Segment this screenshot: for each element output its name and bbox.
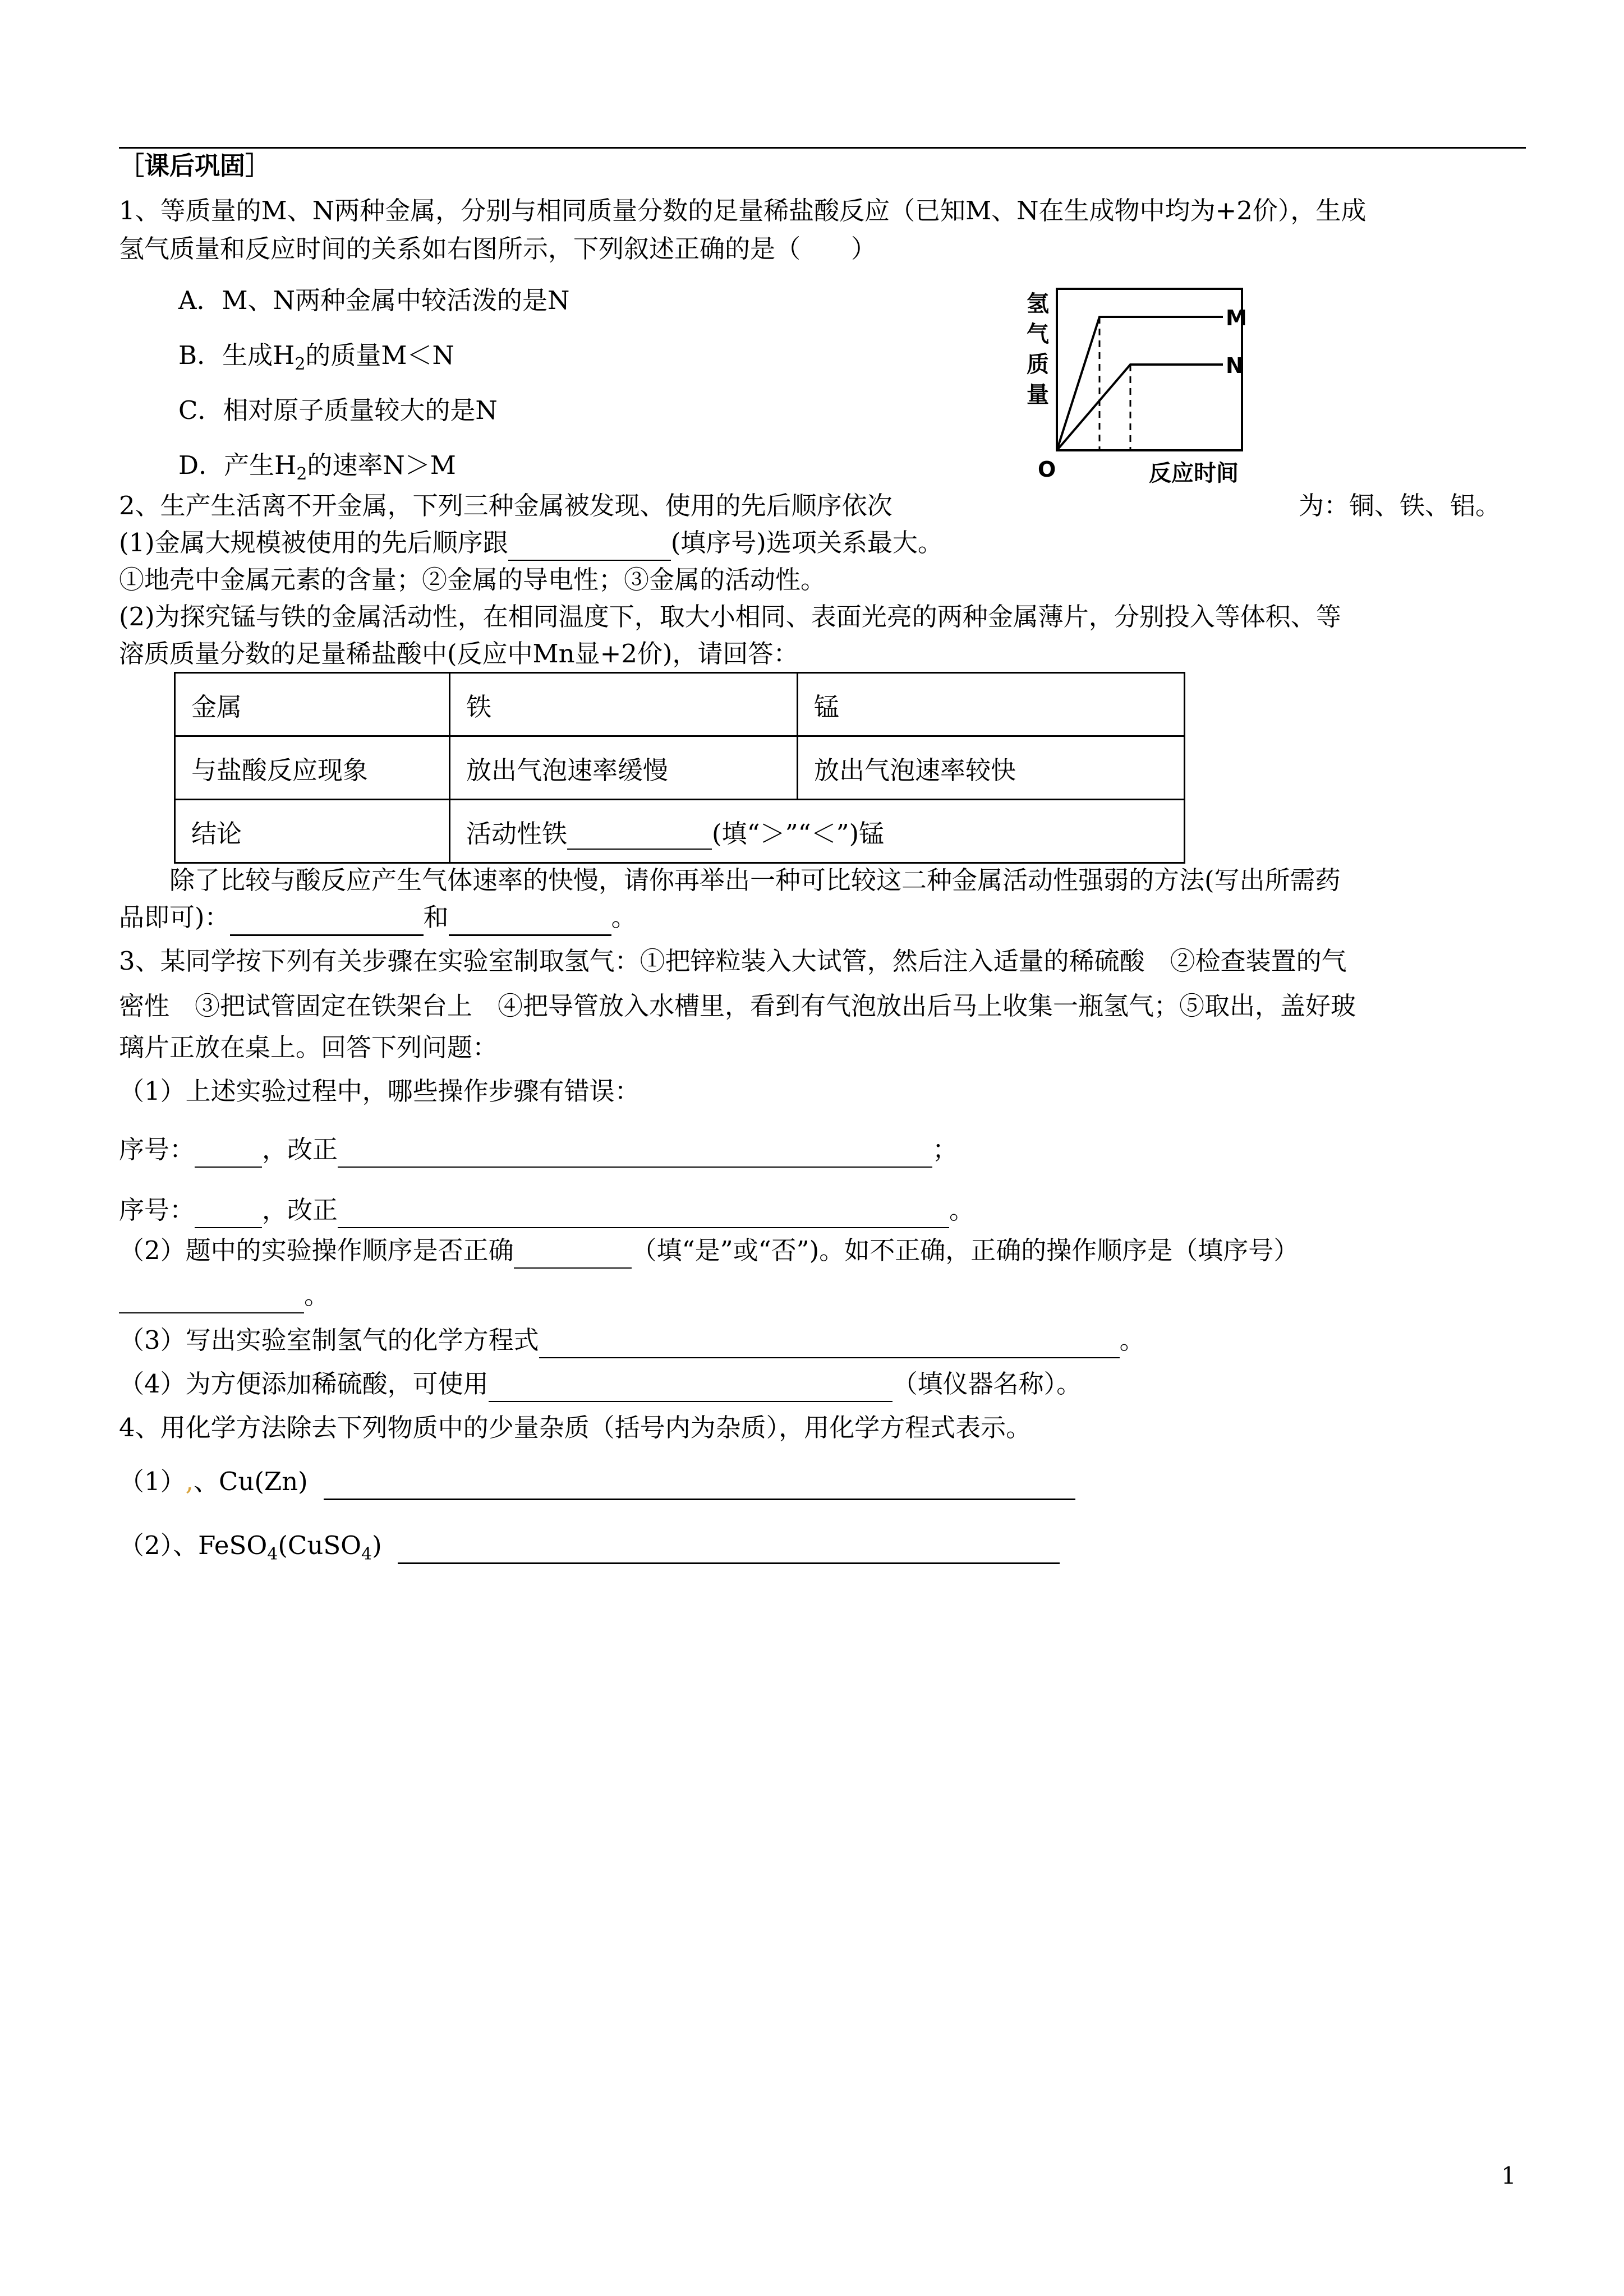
q2-sub1-options: ①地壳中金属元素的含量；②金属的导电性；③金属的活动性。 <box>119 565 826 594</box>
y-axis-char-4: 量 <box>1027 382 1049 408</box>
seq-blank-2[interactable] <box>195 1193 262 1228</box>
q4-stem: 4、用化学方法除去下列物质中的少量杂质（括号内为杂质），用化学方程式表示。 <box>119 1413 1032 1442</box>
q2-sub1: (1)金属大规模被使用的先后顺序跟 (填序号)选项关系最大。 <box>119 526 943 561</box>
q2-sub2-line1: (2)为探究锰与铁的金属活动性，在相同温度下，取大小相同、表面光亮的两种金属薄片，分别投入等体积、等 <box>119 602 1341 631</box>
x-axis-label: 反应时间 <box>1149 460 1239 486</box>
q3-stem-line2: 密性 ③把试管固定在铁架台上 ④把导管放入水槽里，看到有气泡放出后马上收集一瓶氢气；⑤取出，盖好玻 <box>119 991 1356 1021</box>
q3-fix-line1: 序号： ，改正 ； <box>119 1133 958 1168</box>
q2-stem-right: 为：铜、铁、铝。 <box>1299 491 1501 520</box>
line-n <box>1057 365 1223 450</box>
fix-blank-2[interactable] <box>338 1193 949 1228</box>
q3-part2-line1: （2）题中的实验操作顺序是否正确 （填“是”或“否”)。如不正确，正确的操作顺序是（填序号） <box>119 1234 1299 1269</box>
table-cell: 与盐酸反应现象 <box>175 736 450 800</box>
table-cell: 铁 <box>450 673 798 736</box>
y-axis-char-1: 氢 <box>1027 291 1049 317</box>
metal-comparison-table <box>174 672 1185 864</box>
q4-item2: （2）、FeSO$_4$(CuSO$_4$) <box>119 1529 1060 1564</box>
q1-option-b: B．生成$H_2$的质量M＜N <box>178 340 454 374</box>
q1-option-c: C．相对原子质量较大的是N <box>178 395 498 425</box>
table-row <box>175 673 1185 736</box>
q3-part3: （3）写出实验室制氢气的化学方程式 。 <box>119 1324 1145 1358</box>
q1-option-d: D．产生$H_2$的速率N＞M <box>178 450 456 484</box>
q2-sub1-blank[interactable] <box>508 526 671 561</box>
correct-order-blank[interactable] <box>119 1279 304 1313</box>
q2-sub2-line2: 溶质质量分数的足量稀盐酸中(反应中Mn显+2价)，请回答： <box>119 639 799 668</box>
conclusion-cell: 活动性铁 (填“＞”“＜”)锰 <box>450 800 1185 863</box>
table-cell: 放出气泡速率较快 <box>798 736 1185 800</box>
graph-frame <box>1057 289 1242 450</box>
table-cell: 结论 <box>175 800 450 863</box>
reagent-blank-1[interactable] <box>230 901 424 936</box>
fix-blank-1[interactable] <box>338 1133 932 1168</box>
label-n: N <box>1226 353 1244 378</box>
q3-stem-line3: 璃片正放在桌上。回答下列问题： <box>119 1032 498 1062</box>
q2-extra-line2: 品即可)： 和 。 <box>119 901 637 936</box>
q4-item2-blank[interactable] <box>398 1529 1060 1564</box>
page-number: 1 <box>1501 2162 1516 2189</box>
order-correct-blank[interactable] <box>514 1234 632 1269</box>
y-axis-char-2: 气 <box>1027 321 1049 347</box>
q4-item1: （1）,、Cu(Zn) <box>119 1465 1075 1500</box>
reagent-blank-2[interactable] <box>449 901 611 936</box>
q1-option-a: A．M、N两种金属中较活泼的是N <box>178 285 570 315</box>
header-rule <box>119 147 1526 149</box>
table-cell: 放出气泡速率缓慢 <box>450 736 798 800</box>
origin-label: O <box>1038 457 1056 482</box>
instrument-blank[interactable] <box>489 1367 892 1402</box>
q2-stem-left: 2、生产生活离不开金属，下列三种金属被发现、使用的先后顺序依次 <box>119 491 892 520</box>
equation-blank[interactable] <box>539 1324 1120 1358</box>
q3-part2-line2: 。 <box>119 1279 329 1313</box>
table-cell: 金属 <box>175 673 450 736</box>
line-m <box>1057 317 1223 450</box>
q3-fix-line2: 序号： ，改正 。 <box>119 1193 974 1228</box>
section-header: ［课后巩固］ <box>119 151 271 181</box>
q1-stem-line2: 氢气质量和反应时间的关系如右图所示，下列叙述正确的是（ ） <box>119 234 877 264</box>
q2-extra-line1: 除了比较与酸反应产生气体速率的快慢，请你再举出一种可比较这二种金属活动性强弱的方法(写出所需药 <box>119 865 1341 895</box>
hydrogen-mass-graph <box>1004 283 1262 496</box>
label-m: M <box>1226 306 1247 330</box>
table-cell: 锰 <box>798 673 1185 736</box>
seq-blank-1[interactable] <box>195 1133 262 1168</box>
table-row <box>175 736 1185 800</box>
table-row <box>175 800 1185 863</box>
q1-stem-line1: 1、等质量的M、N两种金属，分别与相同质量分数的足量稀盐酸反应（已知M、N在生成物中均为+2价），生成 <box>119 196 1367 225</box>
conclusion-blank[interactable] <box>567 819 712 850</box>
y-axis-char-3: 质 <box>1027 352 1049 377</box>
q3-part1: （1）上述实验过程中，哪些操作步骤有错误： <box>119 1076 640 1106</box>
q3-stem-line1: 3、某同学按下列有关步骤在实验室制取氢气：①把锌粒装入大试管，然后注入适量的稀硫酸 ②检查装置的气 <box>119 946 1347 976</box>
q3-part4: （4）为方便添加稀硫酸，可使用 （填仪器名称）。 <box>119 1367 1082 1402</box>
q4-item1-blank[interactable] <box>324 1465 1075 1500</box>
